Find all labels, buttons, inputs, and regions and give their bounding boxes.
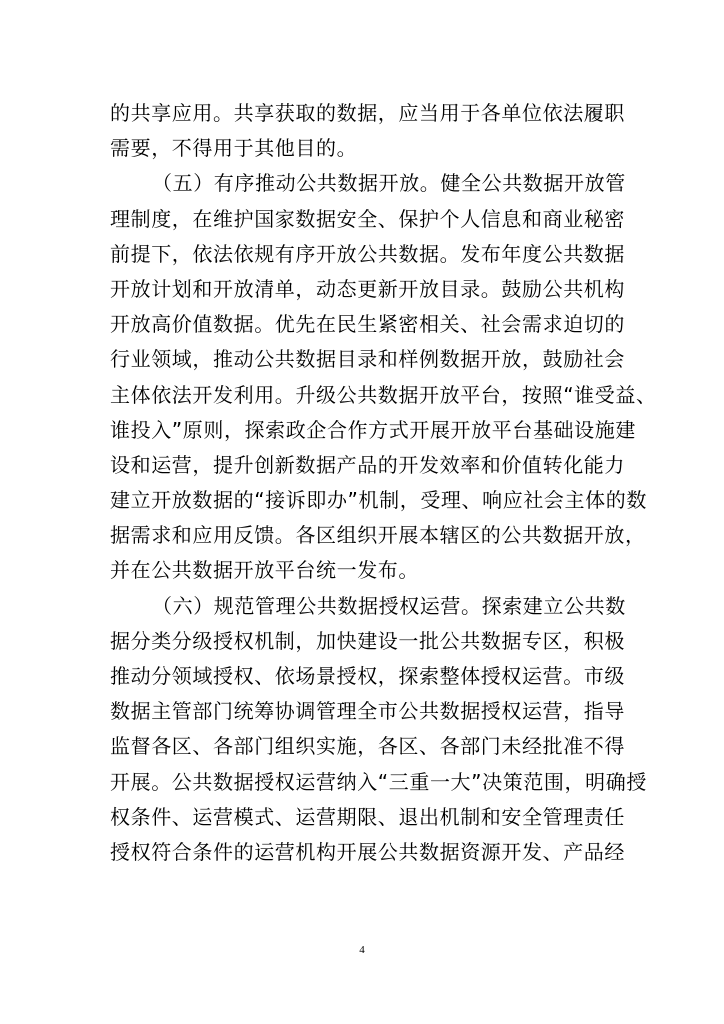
text-line: 主体依法开发利用。升级公共数据开放平台，按照“谁受益、: [110, 382, 657, 407]
text-line: 推动分领域授权、依场景授权，探索整体授权运营。市级: [110, 664, 625, 688]
text-line: 设和运营，提升创新数据产品的开发效率和价值转化能力: [110, 452, 625, 477]
text-line: 开放高价值数据。优先在民生紧密相关、社会需求迫切的: [110, 312, 625, 337]
text-line: 建立开放数据的“接诉即办”机制，受理、响应社会主体的数: [110, 488, 647, 513]
page-number: 4: [359, 944, 365, 956]
text-line: 理制度，在维护国家数据安全、保护个人信息和商业秘密: [110, 206, 625, 231]
text-line: 据分类分级授权机制，加快建设一批公共数据专区，积极: [110, 628, 625, 653]
text-line: 行业领域，推动公共数据目录和样例数据开放，鼓励社会: [110, 347, 625, 372]
text-line: 前提下，依法依规有序开放公共数据。发布年度公共数据: [110, 241, 625, 266]
text-line: 据需求和应用反馈。各区组织开展本辖区的公共数据开放，: [110, 523, 646, 548]
text-line: 需要，不得用于其他目的。: [110, 136, 358, 161]
text-line: 并在公共数据开放平台统一发布。: [110, 558, 419, 583]
text-line: （六）规范管理公共数据授权运营。探索建立公共数: [152, 593, 626, 618]
text-line: 权条件、运营模式、运营期限、退出机制和安全管理责任: [110, 804, 625, 829]
text-line: 开展。公共数据授权运营纳入“三重一大”决策范围，明确授: [110, 769, 647, 794]
text-line: 数据主管部门统筹协调管理全市公共数据授权运营，指导: [110, 699, 625, 724]
text-line: 开放计划和开放清单，动态更新开放目录。鼓励公共机构: [110, 276, 625, 301]
text-line: 授权符合条件的运营机构开展公共数据资源开发、产品经: [110, 839, 625, 864]
text-line: 的共享应用。共享获取的数据，应当用于各单位依法履职: [110, 101, 625, 125]
body-text: [110, 96, 657, 870]
text-line: 谁投入”原则，探索政企合作方式开展开放平台基础设施建: [110, 417, 636, 442]
text-line: （五）有序推动公共数据开放。健全公共数据开放管: [152, 171, 626, 196]
text-line: 监督各区、各部门组织实施，各区、各部门未经批准不得: [110, 734, 625, 759]
